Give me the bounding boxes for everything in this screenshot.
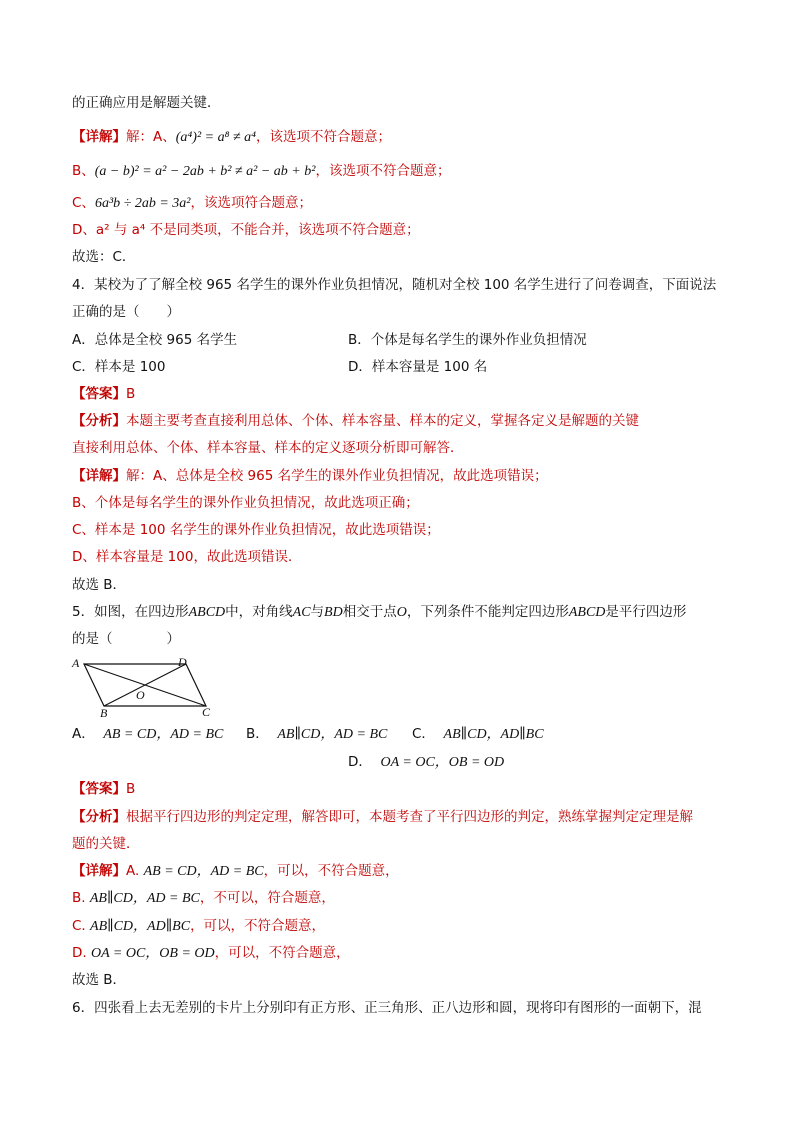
q4-option-a: A．总体是全校 965 名学生 — [72, 332, 238, 348]
q5-option-b-label: B． — [246, 726, 269, 742]
q5-detail-a — [72, 862, 399, 881]
q5-option-a — [72, 725, 223, 744]
q5-detail-b — [72, 889, 335, 908]
analysis-tag: 【分析】 — [72, 809, 126, 825]
q4-choice: 故选 B． — [72, 577, 127, 593]
q5-detail-b-label: B. — [72, 890, 86, 906]
q5-stem-o: O — [396, 605, 407, 620]
q5-option-d-math: OA = OC，OB = OD — [380, 755, 505, 770]
q5-option-c-math: AB∥CD，AD∥BC — [443, 727, 544, 742]
q3-b-math: (a − b)² = a² − 2ab + b² ≠ a² − ab + b² — [94, 164, 316, 179]
detail-text: 解：A、总体是全校 965 名学生的课外作业负担情况，故此选项错误； — [126, 468, 548, 484]
answer-tag: 【答案】 — [72, 781, 126, 797]
analysis-text: 根据平行四边形的判定定理，解答即可，本题考查了平行四边形的判定，熟练掌握判定定理是解 — [126, 809, 693, 825]
answer-value: B — [126, 781, 136, 797]
q5-answer — [72, 780, 135, 798]
q6-stem-line1: 6．四张看上去无差别的卡片上分别印有正方形、正三角形、正八边形和圆，现将印有图形的一面朝下，混 — [72, 1000, 702, 1016]
q4-answer — [72, 385, 135, 403]
q5-option-b — [246, 725, 387, 744]
q4-option-c: C．样本是 100 — [72, 359, 166, 375]
q5-detail-c — [72, 917, 325, 936]
q4-detail-a — [72, 467, 548, 485]
q5-option-b-math: AB∥CD，AD = BC — [277, 727, 388, 742]
q3-b-prefix: B、 — [72, 163, 95, 179]
q5-option-a-math: AB = CD，AD = BC — [103, 727, 224, 742]
q5-detail-b-math: AB∥CD，AD = BC — [89, 891, 200, 906]
answer-value: B — [126, 386, 136, 402]
q5-option-c — [412, 725, 544, 744]
vertex-b-label: B — [100, 706, 108, 720]
q5-analysis-line1 — [72, 808, 693, 826]
q5-option-d — [348, 753, 504, 772]
q3-c-suffix: ，该选项符合题意； — [190, 195, 312, 211]
q4-detail-d: D、样本容量是 100，故此选项错误． — [72, 549, 302, 565]
q3-detail-b — [72, 162, 450, 181]
q3-detail-a — [72, 128, 391, 147]
q5-choice: 故选 B． — [72, 972, 127, 988]
q4-option-b: B．个体是每名学生的课外作业负担情况 — [348, 332, 587, 348]
q5-stem-mid4: ，下列条件不能判定四边形 — [406, 604, 569, 620]
q3-choice: 故选：C． — [72, 249, 136, 265]
q5-stem-bd: BD — [324, 605, 343, 620]
vertex-d-label: D — [178, 655, 187, 669]
detail-tag: 【详解】 — [72, 468, 126, 484]
q5-option-a-label: A． — [72, 726, 95, 742]
parallelogram-figure — [66, 652, 226, 720]
answer-tag: 【答案】 — [72, 386, 126, 402]
q5-stem-line1 — [72, 603, 686, 622]
center-o-label: O — [136, 688, 145, 702]
q5-detail-c-label: C. — [72, 918, 86, 934]
q5-detail-c-text: ，可以，不符合题意， — [190, 918, 326, 934]
q5-detail-d-label: D. — [72, 945, 87, 961]
vertex-c-label: C — [202, 705, 211, 719]
q3-c-math: 6a³b ÷ 2ab = 3a² — [94, 196, 191, 211]
q5-option-c-label: C． — [412, 726, 435, 742]
q5-detail-d-text: ，可以，不符合题意， — [214, 945, 350, 961]
q3-a-prefix: 解：A、 — [126, 129, 176, 145]
q5-stem-line2: 的是（ ） — [72, 631, 180, 647]
q5-stem-quad: ABCD — [188, 605, 226, 620]
diagonal-bd — [104, 664, 186, 706]
q5-stem-ac: AC — [292, 605, 311, 620]
q5-detail-a-label: A. — [126, 863, 140, 879]
q5-stem-mid1: 中，对角线 — [225, 604, 293, 620]
q5-detail-d-math: OA = OC，OB = OD — [90, 946, 215, 961]
q5-stem-prefix: 5．如图，在四边形 — [72, 604, 189, 620]
q4-analysis-line2: 直接利用总体、个体、样本容量、样本的定义逐项分析即可解答． — [72, 440, 464, 456]
continued-text: 的正确应用是解题关键． — [72, 95, 221, 111]
detail-tag: 【详解】 — [72, 129, 126, 145]
q5-stem-mid2: 与 — [310, 604, 325, 620]
q5-stem-end: 是平行四边形 — [605, 604, 687, 620]
q5-detail-b-text: ，不可以，符合题意， — [199, 890, 335, 906]
q3-b-suffix: ，该选项不符合题意； — [315, 163, 451, 179]
q5-stem-mid3: 相交于点 — [342, 604, 397, 620]
q3-c-prefix: C、 — [72, 195, 95, 211]
vertex-a-label: A — [72, 656, 80, 670]
q5-stem-quad2: ABCD — [568, 605, 606, 620]
q3-detail-d: D、a² 与 a⁴ 不是同类项，不能合并，该选项不符合题意； — [72, 222, 420, 238]
q3-detail-c — [72, 194, 312, 213]
q4-stem-line1: 4．某校为了了解全校 965 名学生的课外作业负担情况，随机对全校 100 名学生进行了问卷调查，下面说法 — [72, 277, 717, 293]
q5-option-d-label: D． — [348, 754, 372, 770]
q4-detail-b: B、个体是每名学生的课外作业负担情况，故此选项正确； — [72, 495, 419, 511]
q4-option-d: D．样本容量是 100 名 — [348, 359, 488, 375]
q5-detail-d — [72, 944, 350, 963]
q3-a-math: (a⁴)² = a⁸ ≠ a⁴ — [175, 130, 257, 145]
q5-analysis-line2: 题的关键． — [72, 836, 140, 852]
q4-stem-line2: 正确的是（ ） — [72, 304, 180, 320]
q4-analysis-line1 — [72, 412, 639, 430]
q5-detail-a-text: ，可以，不符合题意， — [263, 863, 399, 879]
q3-a-suffix: ，该选项不符合题意； — [256, 129, 392, 145]
analysis-tag: 【分析】 — [72, 413, 126, 429]
q5-detail-c-math: AB∥CD，AD∥BC — [90, 919, 191, 934]
q5-detail-a-math: AB = CD，AD = BC — [143, 864, 264, 879]
analysis-text: 本题主要考查直接利用总体、个体、样本容量、样本的定义，掌握各定义是解题的关键 — [126, 413, 639, 429]
detail-tag: 【详解】 — [72, 863, 126, 879]
q4-detail-c: C、样本是 100 名学生的课外作业负担情况，故此选项错误； — [72, 522, 440, 538]
